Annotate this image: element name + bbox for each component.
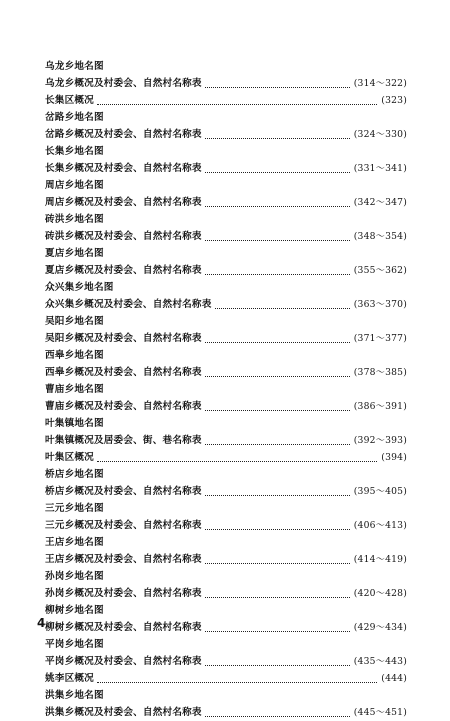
toc-entry bbox=[45, 398, 407, 415]
toc-map-heading bbox=[45, 279, 407, 296]
toc-entry bbox=[45, 92, 407, 109]
toc-entry bbox=[45, 194, 407, 211]
dot-leader bbox=[205, 529, 350, 530]
dot-leader bbox=[205, 410, 350, 411]
toc-entry-pages: (394) bbox=[381, 452, 407, 463]
dot-leader bbox=[205, 495, 350, 496]
toc-entry-label: 曹庙乡地名图 bbox=[45, 384, 104, 395]
toc-entry bbox=[45, 653, 407, 670]
dot-leader bbox=[97, 104, 377, 105]
toc-entry-pages: (414～419) bbox=[353, 554, 407, 565]
dot-leader bbox=[205, 138, 350, 139]
toc-entry-label: 柳树乡概况及村委会、自然村名称表 bbox=[45, 622, 202, 633]
toc-map-heading bbox=[45, 636, 407, 653]
toc-entry-label: 西皋乡地名图 bbox=[45, 350, 104, 361]
toc-entry-label: 乌龙乡地名图 bbox=[45, 61, 104, 72]
toc-entry-pages: (331～341) bbox=[353, 163, 407, 174]
toc-map-heading bbox=[45, 687, 407, 704]
table-of-contents bbox=[45, 58, 407, 721]
toc-map-heading bbox=[45, 534, 407, 551]
dot-leader bbox=[205, 376, 350, 377]
toc-entry-pages: (392～393) bbox=[353, 435, 407, 446]
toc-map-heading bbox=[45, 58, 407, 75]
dot-leader bbox=[97, 682, 377, 683]
toc-entry-label: 三元乡地名图 bbox=[45, 503, 104, 514]
toc-entry-label: 长集乡概况及村委会、自然村名称表 bbox=[45, 163, 202, 174]
toc-entry-pages: (355～362) bbox=[353, 265, 407, 276]
dot-leader bbox=[205, 206, 350, 207]
toc-map-heading bbox=[45, 466, 407, 483]
toc-entry-label: 砖洪乡地名图 bbox=[45, 214, 104, 225]
dot-leader bbox=[205, 563, 350, 564]
toc-entry-label: 柳树乡地名图 bbox=[45, 605, 104, 616]
toc-entry-label: 桥店乡地名图 bbox=[45, 469, 104, 480]
toc-entry-pages: (435～443) bbox=[353, 656, 407, 667]
toc-entry-label: 王店乡概况及村委会、自然村名称表 bbox=[45, 554, 202, 565]
toc-entry-label: 孙岗乡概况及村委会、自然村名称表 bbox=[45, 588, 202, 599]
toc-map-heading bbox=[45, 415, 407, 432]
toc-entry-pages: (348～354) bbox=[353, 231, 407, 242]
toc-entry-label: 三元乡概况及村委会、自然村名称表 bbox=[45, 520, 202, 531]
toc-entry-label: 平岗乡概况及村委会、自然村名称表 bbox=[45, 656, 202, 667]
toc-entry-label: 长集乡地名图 bbox=[45, 146, 104, 157]
page-number: 4 bbox=[37, 616, 46, 630]
dot-leader bbox=[205, 665, 350, 666]
toc-entry bbox=[45, 296, 407, 313]
toc-entry-label: 乌龙乡概况及村委会、自然村名称表 bbox=[45, 78, 202, 89]
dot-leader bbox=[205, 240, 350, 241]
toc-map-heading bbox=[45, 347, 407, 364]
toc-entry-pages: (395～405) bbox=[353, 486, 407, 497]
toc-entry-label: 叶集镇地名图 bbox=[45, 418, 104, 429]
toc-entry bbox=[45, 483, 407, 500]
toc-entry-pages: (363～370) bbox=[353, 299, 407, 310]
toc-map-heading bbox=[45, 211, 407, 228]
toc-entry-pages: (444) bbox=[381, 673, 407, 684]
toc-entry-label: 洪集乡地名图 bbox=[45, 690, 104, 701]
toc-entry bbox=[45, 670, 407, 687]
toc-entry bbox=[45, 228, 407, 245]
toc-entry-label: 长集区概况 bbox=[45, 95, 94, 106]
toc-map-heading bbox=[45, 500, 407, 517]
toc-entry-label: 周店乡地名图 bbox=[45, 180, 104, 191]
toc-entry bbox=[45, 75, 407, 92]
dot-leader bbox=[205, 274, 350, 275]
toc-entry-pages: (323) bbox=[381, 95, 407, 106]
toc-entry-pages: (342～347) bbox=[353, 197, 407, 208]
toc-entry bbox=[45, 262, 407, 279]
toc-entry bbox=[45, 585, 407, 602]
dot-leader bbox=[205, 631, 350, 632]
dot-leader bbox=[205, 597, 350, 598]
toc-entry bbox=[45, 517, 407, 534]
toc-entry-pages: (386～391) bbox=[353, 401, 407, 412]
toc-entry bbox=[45, 160, 407, 177]
toc-entry-label: 王店乡地名图 bbox=[45, 537, 104, 548]
toc-entry-label: 孙岗乡地名图 bbox=[45, 571, 104, 582]
toc-entry-pages: (429～434) bbox=[353, 622, 407, 633]
toc-entry-label: 岔路乡地名图 bbox=[45, 112, 104, 123]
toc-entry-label: 众兴集乡地名图 bbox=[45, 282, 114, 293]
toc-entry-label: 洪集乡概况及村委会、自然村名称表 bbox=[45, 707, 202, 718]
toc-map-heading bbox=[45, 245, 407, 262]
toc-entry-label: 众兴集乡概况及村委会、自然村名称表 bbox=[45, 299, 212, 310]
toc-entry-label: 岔路乡概况及村委会、自然村名称表 bbox=[45, 129, 202, 140]
toc-entry-label: 吴阳乡概况及村委会、自然村名称表 bbox=[45, 333, 202, 344]
toc-entry-label: 叶集镇概况及居委会、街、巷名称表 bbox=[45, 435, 202, 446]
dot-leader bbox=[205, 716, 350, 717]
toc-map-heading bbox=[45, 568, 407, 585]
dot-leader bbox=[97, 461, 377, 462]
toc-entry bbox=[45, 619, 407, 636]
toc-entry bbox=[45, 432, 407, 449]
toc-entry-label: 夏店乡地名图 bbox=[45, 248, 104, 259]
toc-map-heading bbox=[45, 602, 407, 619]
toc-entry-label: 吴阳乡地名图 bbox=[45, 316, 104, 327]
dot-leader bbox=[205, 172, 350, 173]
toc-entry-label: 平岗乡地名图 bbox=[45, 639, 104, 650]
toc-entry-pages: (324～330) bbox=[353, 129, 407, 140]
toc-map-heading bbox=[45, 381, 407, 398]
toc-entry bbox=[45, 449, 407, 466]
toc-entry-label: 砖洪乡概况及村委会、自然村名称表 bbox=[45, 231, 202, 242]
dot-leader bbox=[205, 444, 350, 445]
toc-map-heading bbox=[45, 109, 407, 126]
toc-entry bbox=[45, 330, 407, 347]
toc-map-heading bbox=[45, 177, 407, 194]
toc-map-heading bbox=[45, 313, 407, 330]
toc-entry-label: 姚李区概况 bbox=[45, 673, 94, 684]
toc-entry-pages: (445～451) bbox=[353, 707, 407, 718]
toc-entry-label: 曹庙乡概况及村委会、自然村名称表 bbox=[45, 401, 202, 412]
dot-leader bbox=[205, 342, 350, 343]
toc-entry bbox=[45, 364, 407, 381]
toc-entry-label: 西皋乡概况及村委会、自然村名称表 bbox=[45, 367, 202, 378]
toc-entry-pages: (420～428) bbox=[353, 588, 407, 599]
toc-entry-label: 夏店乡概况及村委会、自然村名称表 bbox=[45, 265, 202, 276]
toc-entry-pages: (371～377) bbox=[353, 333, 407, 344]
dot-leader bbox=[215, 308, 350, 309]
dot-leader bbox=[205, 87, 350, 88]
toc-entry-label: 叶集区概况 bbox=[45, 452, 94, 463]
toc-entry-pages: (314～322) bbox=[353, 78, 407, 89]
toc-entry-pages: (378～385) bbox=[353, 367, 407, 378]
toc-entry bbox=[45, 704, 407, 721]
toc-entry bbox=[45, 551, 407, 568]
toc-map-heading bbox=[45, 143, 407, 160]
toc-entry-label: 桥店乡概况及村委会、自然村名称表 bbox=[45, 486, 202, 497]
toc-entry bbox=[45, 126, 407, 143]
toc-entry-pages: (406～413) bbox=[353, 520, 407, 531]
toc-entry-label: 周店乡概况及村委会、自然村名称表 bbox=[45, 197, 202, 208]
